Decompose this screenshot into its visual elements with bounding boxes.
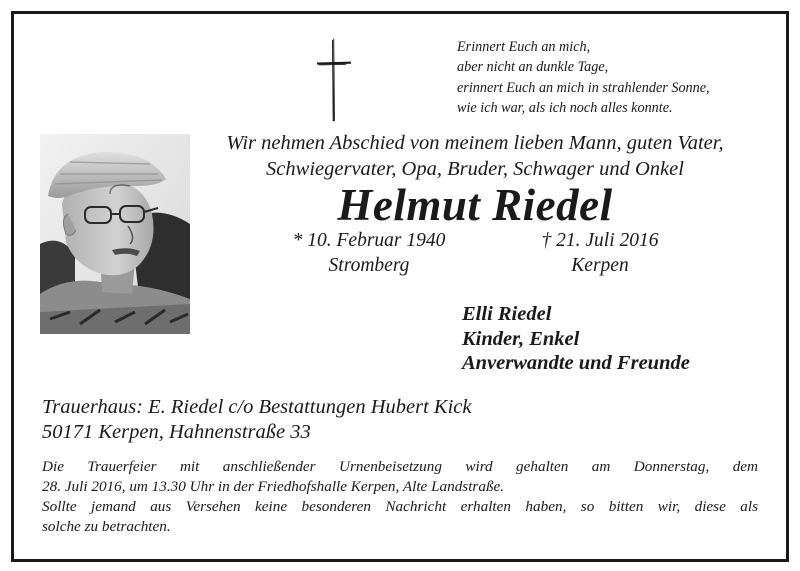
intro-line: Wir nehmen Abschied von meinem lieben Mann, guten Vater, (226, 132, 724, 154)
mourner-line: Anverwandte und Freunde (462, 352, 690, 374)
deceased-name: Helmut Riedel (337, 180, 613, 230)
birth-place: Stromberg (328, 255, 410, 276)
notice-line: Die Trauerfeier mit anschließender Urnenbeisetzung wird gehalten am Donnerstag, dem (42, 458, 758, 475)
poem-line: aber nicht an dunkle Tage, (457, 59, 609, 76)
trauerhaus-line: Trauerhaus: E. Riedel c/o Bestattungen Hubert Kick (42, 396, 472, 418)
notice-line: solche zu betrachten. (42, 518, 171, 535)
funeral-notice (42, 457, 758, 537)
mourner-line: Elli Riedel (462, 303, 552, 325)
poem (457, 37, 710, 118)
intro-line: Schwiegervater, Opa, Bruder, Schwager und Onkel (266, 158, 684, 180)
birth-date: * 10. Februar 1940 (292, 230, 446, 251)
death-place: Kerpen (571, 255, 629, 276)
notice-line: Sollte jemand aus Versehen keine besonderen Nachricht erhalten haben, so bitten wir, diese als (42, 498, 758, 515)
intro-text (200, 130, 750, 182)
trauerhaus-address (42, 395, 472, 445)
mourners-list (462, 302, 690, 376)
poem-line: Erinnert Euch an mich, (457, 39, 591, 55)
address-line: 50171 Kerpen, Hahnenstraße 33 (42, 421, 311, 443)
mourner-line: Kinder, Enkel (462, 327, 580, 350)
notice-line: 28. Juli 2016, um 13.30 Uhr in der Friedhofshalle Kerpen, Alte Landstraße. (42, 478, 505, 495)
poem-line: wie ich war, als ich noch alles konnte. (457, 99, 673, 116)
poem-line: erinnert Euch an mich in strahlender Sonne, (457, 79, 710, 96)
cross-icon (316, 37, 352, 123)
portrait-photo (40, 134, 190, 334)
death-date: † 21. Juli 2016 (541, 230, 659, 251)
